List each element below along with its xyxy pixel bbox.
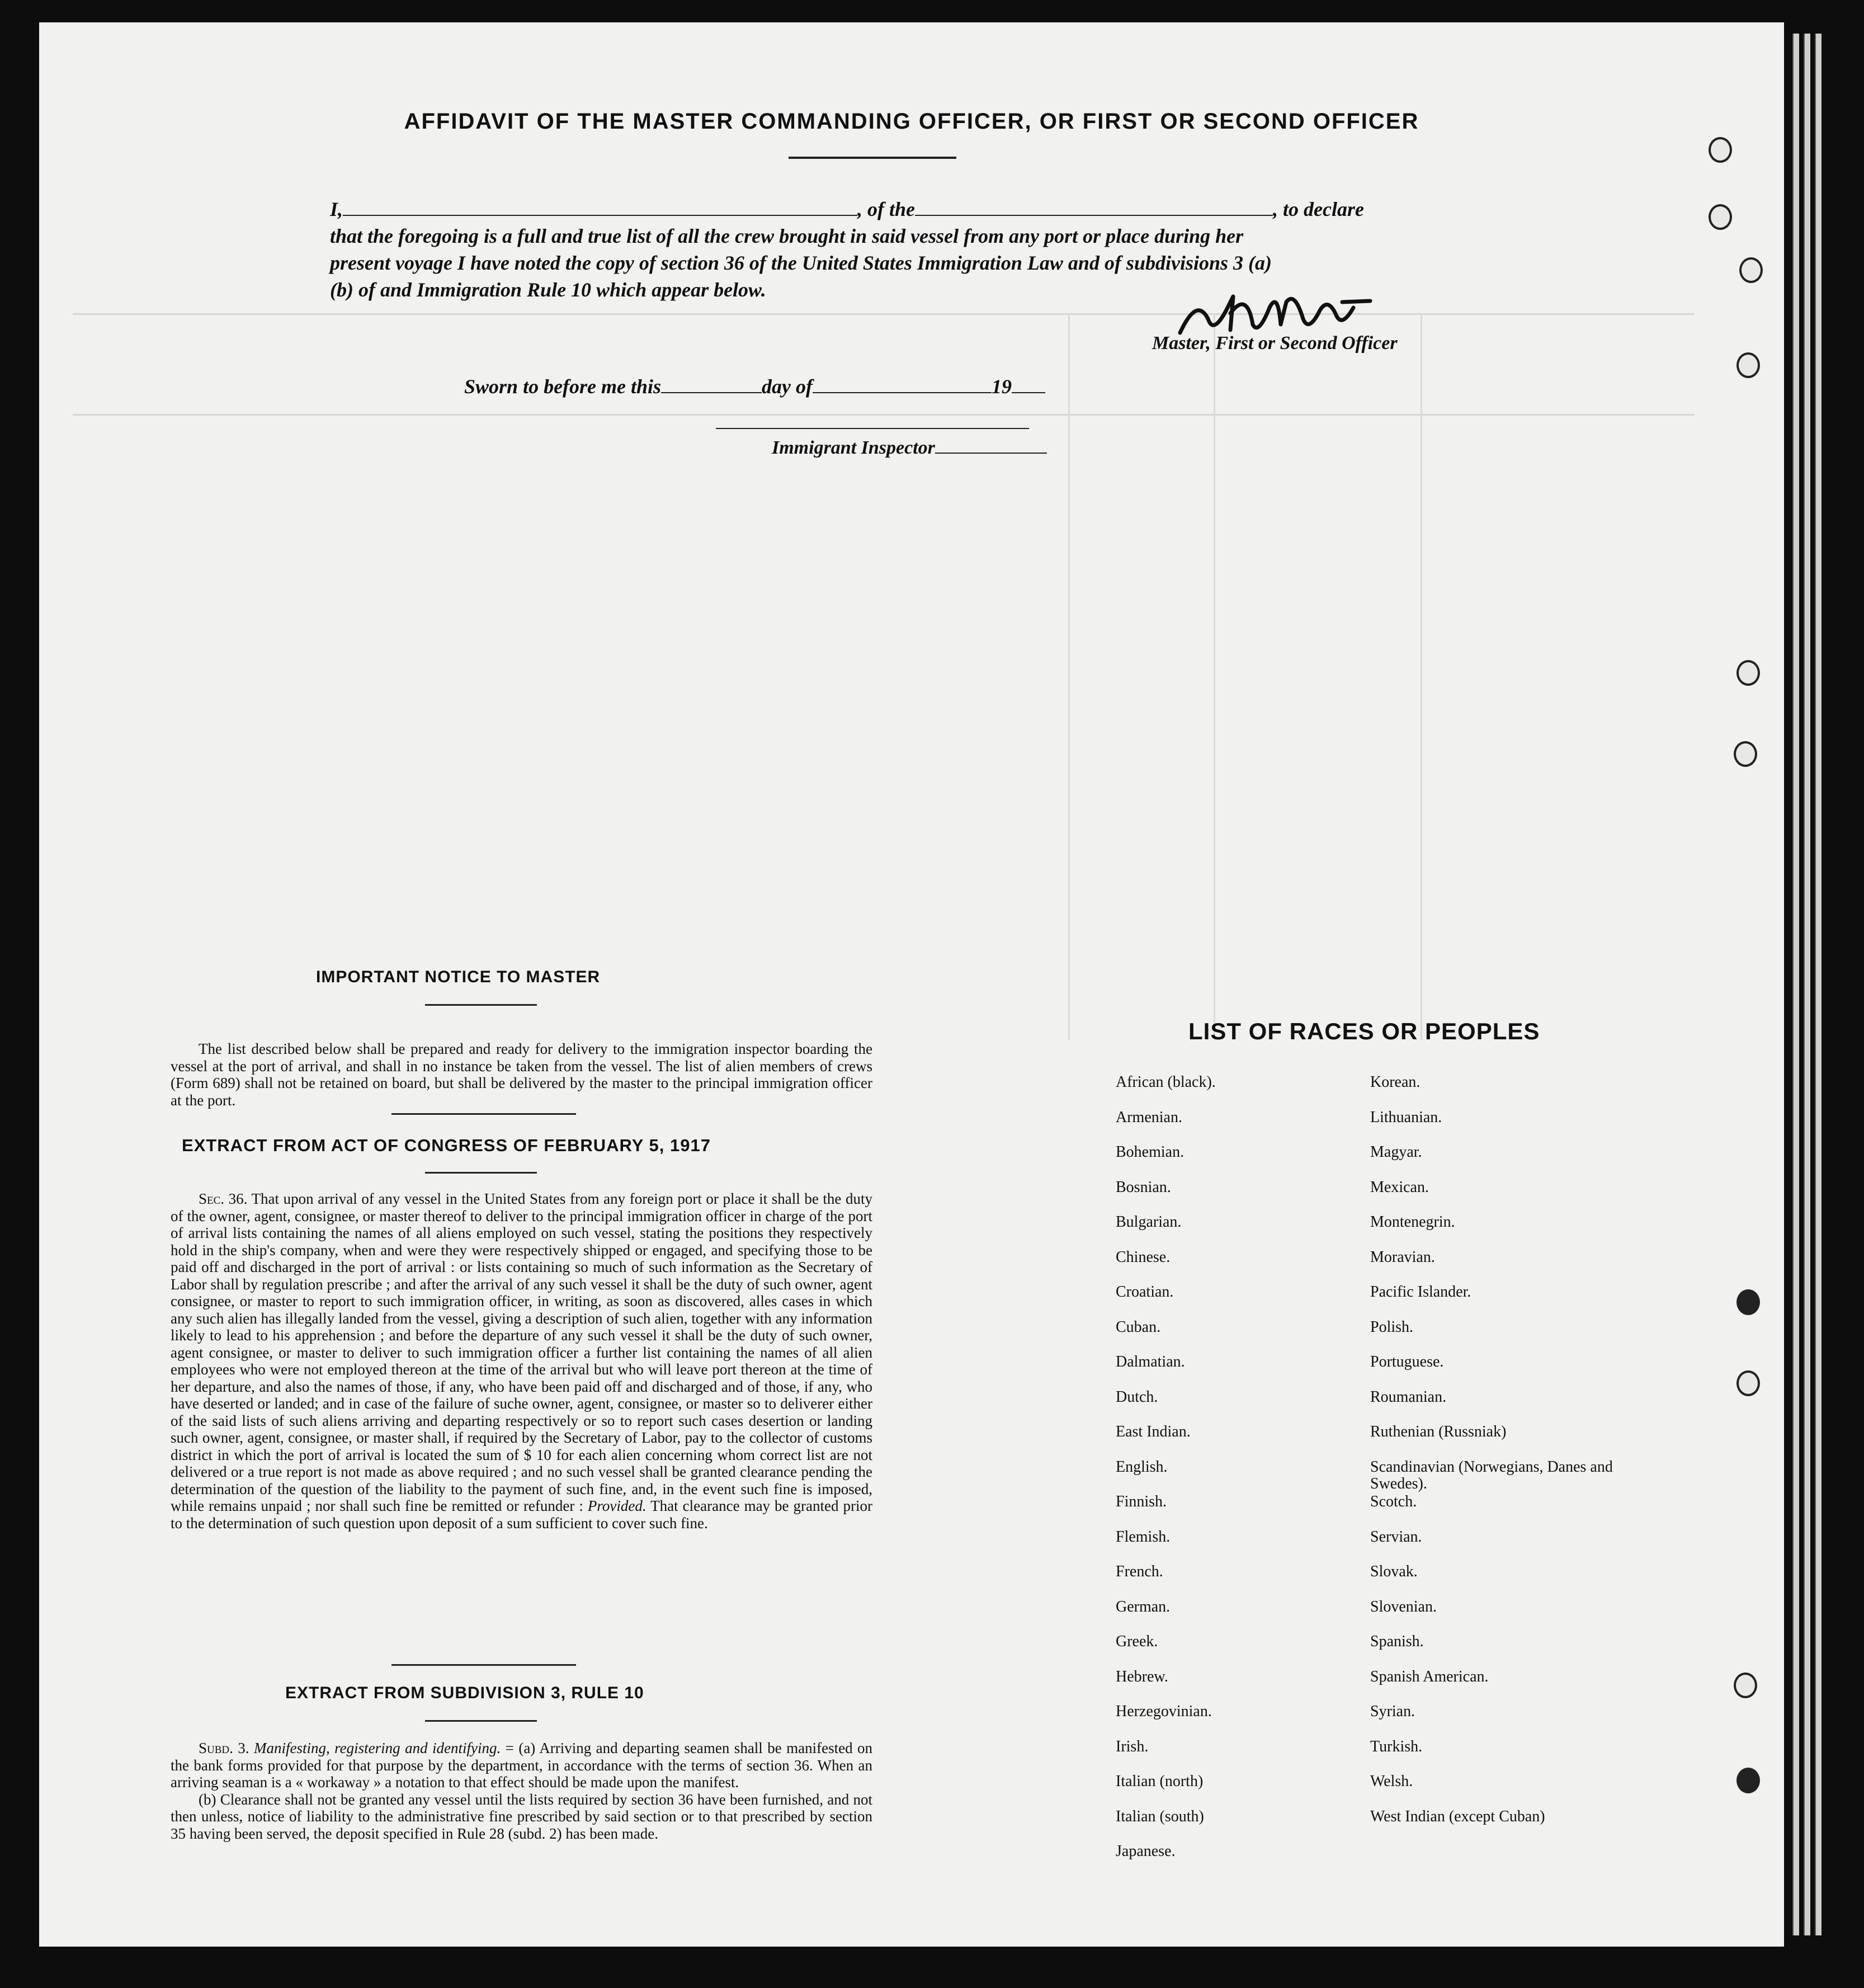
race-item: Greek.: [1116, 1633, 1158, 1650]
race-item: Ruthenian (Russniak): [1370, 1423, 1507, 1440]
race-item: German.: [1116, 1598, 1171, 1615]
bleed-through-line: [1214, 313, 1215, 1040]
race-item: Hebrew.: [1116, 1667, 1168, 1685]
punch-hole: [1736, 660, 1760, 686]
race-item: Turkish.: [1370, 1737, 1423, 1755]
race-item: Magyar.: [1370, 1143, 1422, 1161]
act-section-label: Sec. 36.: [199, 1190, 248, 1207]
punch-hole: [1736, 1768, 1760, 1793]
race-item: Korean.: [1370, 1073, 1421, 1091]
race-item: Bosnian.: [1116, 1178, 1171, 1196]
race-item: Spanish.: [1370, 1633, 1424, 1650]
punch-hole: [1709, 137, 1732, 163]
race-item: Finnish.: [1116, 1493, 1167, 1510]
punch-hole: [1736, 352, 1760, 378]
race-item: Roumanian.: [1370, 1388, 1447, 1406]
race-item: Italian (north): [1116, 1773, 1204, 1790]
signer-label: Master, First or Second Officer: [1152, 333, 1398, 354]
punch-hole: [1739, 257, 1763, 283]
vessel-blank: [915, 200, 1273, 216]
race-item: Flemish.: [1116, 1528, 1171, 1546]
affidavit-title: AFFIDAVIT OF THE MASTER COMMANDING OFFICER, OR FIRST OR SECOND OFFICER: [404, 109, 1419, 134]
act-provided-word: Provided.: [587, 1497, 646, 1514]
affidavit-line-1: [330, 196, 1393, 223]
year-prefix: 19: [992, 375, 1012, 398]
bleed-through-line: [1068, 313, 1070, 1040]
rule-underline: [425, 1720, 537, 1722]
year-blank: [1012, 378, 1045, 393]
affidavit-line-2: that the foregoing is a full and true list of all the crew brought in said vessel from any port or place during her: [330, 225, 1244, 247]
race-item: Irish.: [1116, 1737, 1149, 1755]
race-item: Slovenian.: [1370, 1598, 1437, 1615]
race-item: African (black).: [1116, 1073, 1216, 1091]
notice-heading: IMPORTANT NOTICE TO MASTER: [316, 968, 601, 986]
race-item: Scandinavian (Norwegians, Danes and Swedes).: [1370, 1458, 1613, 1492]
race-item: East Indian.: [1116, 1423, 1191, 1440]
race-item: Scotch.: [1370, 1493, 1417, 1510]
inspector-label: Immigrant Inspector: [772, 437, 935, 458]
race-item: Herzegovinian.: [1116, 1703, 1212, 1720]
race-item: Welsh.: [1370, 1773, 1413, 1790]
race-item: Bulgarian.: [1116, 1213, 1182, 1231]
race-item: Mexican.: [1370, 1178, 1429, 1196]
race-item: Moravian.: [1370, 1248, 1435, 1266]
act-underline: [425, 1172, 537, 1174]
punch-hole: [1734, 1673, 1757, 1698]
race-item: Dalmatian.: [1116, 1353, 1185, 1370]
races-title: LIST OF RACES OR PEOPLES: [1188, 1018, 1540, 1044]
bleed-through-line: [73, 414, 1695, 416]
page-stack-edge: [1815, 34, 1821, 1935]
race-item: English.: [1116, 1458, 1168, 1476]
act-divider: [391, 1664, 576, 1666]
title-underline: [789, 157, 956, 159]
sworn-line: [464, 375, 1045, 398]
month-blank: [813, 378, 992, 393]
punch-hole: [1736, 1289, 1760, 1315]
act-body-end: That clearance may be granted prior to the determination of such question upon deposit of a sum sufficient to cover such fine.: [171, 1497, 873, 1532]
inspector-line: [772, 437, 1047, 459]
race-item: Spanish American.: [1370, 1667, 1489, 1685]
race-item: Syrian.: [1370, 1703, 1415, 1720]
bleed-through-line: [1421, 313, 1422, 1040]
race-item: French.: [1116, 1563, 1163, 1580]
race-item: Servian.: [1370, 1528, 1422, 1546]
race-item: Croatian.: [1116, 1283, 1174, 1301]
race-item: West Indian (except Cuban): [1370, 1807, 1545, 1825]
rule-heading: EXTRACT FROM SUBDIVISION 3, RULE 10: [285, 1684, 644, 1702]
race-item: Armenian.: [1116, 1108, 1182, 1126]
day-blank: [661, 378, 762, 393]
page-stack-edge: [1792, 34, 1799, 1935]
document-page: [39, 22, 1784, 1947]
affidavit-line-3: present voyage I have noted the copy of section 36 of the United States Immigration Law and of subdivisions 3 (a): [330, 252, 1272, 274]
affidavit-line-4: (b) of and Immigration Rule 10 which appear below.: [330, 279, 766, 301]
race-item: Montenegrin.: [1370, 1213, 1455, 1231]
race-item: Portuguese.: [1370, 1353, 1444, 1370]
affidavit-line1-mid: , of the: [857, 198, 916, 220]
inspector-signature-line: [716, 428, 1029, 429]
notice-divider: [391, 1113, 576, 1115]
sworn-label: Sworn to before me this: [464, 375, 662, 398]
punch-hole: [1734, 741, 1757, 767]
name-blank: [343, 200, 857, 216]
rule-title: Manifesting, registering and identifying.: [254, 1740, 501, 1756]
race-item: Lithuanian.: [1370, 1108, 1442, 1126]
race-item: Polish.: [1370, 1318, 1414, 1336]
punch-hole: [1709, 204, 1732, 230]
notice-text: The list described below shall be prepared and ready for delivery to the immigration inspector boarding the vessel at the port of arrival, and shall in no instance be taken from the vessel. The list of alien members of crews (Form 689) shall not be retained on board, but shall be delivered by the master to the principal immigration officer at the port.: [171, 1040, 872, 1109]
races-right-column: [1370, 1074, 1639, 1843]
races-left-column: [1116, 1074, 1216, 1878]
rule-text-b: (b) Clearance shall not be granted any vessel until the lists required by section 36 have been furnished, and not then unless, notice of liability to the administrative fine prescribed by said section or to that prescribed by section 35 having been served, the deposit specified in Rule 28 (subd. 2) has been made.: [171, 1791, 872, 1842]
bleed-through-line: [73, 313, 1695, 315]
act-body: That upon arrival of any vessel in the United States from any foreign port or place it shall be the duty of the owner, agent, consignee, or master thereof to deliver to the principal immigration officer in charge of the port of arrival lists containing the names of all aliens employed on such vessel, stating the positions they respectively hold in the ship's company, when and were they were respectively shipped or engaged, and specifying those to be paid off and discharged in the port of arrival : or lists containing so much of such information as the Secretary of Labor shall by regulation prescribe ; and after the arrival of any such vessel it shall be the duty of such owner, agent consignee, or master to report to such immigration officer, in writing, as soon as discovered, alles cases in which any such alien has illegally landed from the vessel, giving a description of such alien, together with any information likely to lead to his apprehension ; and before the departure of any such vessel it shall be the duty of such owner, agent consignee, or master to deliver to such immigration officer a further list containing the names of all alien employees who were not employed thereon at the time of the arrival but who will leave port thereon at the time of her departure, and also the names of those, if any, who have been paid off and discharged and of those, if any, who have deserted or landed; and in case of the failure of suche owner, agent, consignee, or master so to deliverer either of the said lists of such aliens arriving and departing respectively or so to report such cases desertion or landing such owner, agent, consignee, or master shall, if required by the Secretary of Labor, pay to the collector of customs district in which the port of arrival is located the sum of $ 10 for each alien concerning whom correct list are not delivered or a true report is not made as above required ; and no such vessel shall be granted clearance pending the determination of the question of the liability to the payment of such fine, and, in the event such fine is imposed, while remains unpaid ; nor shall such fine be remitted or refunder :: [171, 1190, 873, 1514]
race-item: Cuban.: [1116, 1318, 1161, 1336]
act-heading: EXTRACT FROM ACT OF CONGRESS OF FEBRUARY 5, 1917: [182, 1136, 711, 1155]
inspector-blank: [935, 441, 1047, 454]
rule-text: [171, 1740, 872, 1842]
notice-underline: [425, 1004, 537, 1006]
race-item: Dutch.: [1116, 1388, 1158, 1406]
race-item: Bohemian.: [1116, 1143, 1185, 1161]
race-item: Pacific Islander.: [1370, 1283, 1471, 1301]
punch-hole: [1736, 1370, 1760, 1396]
race-item: Japanese.: [1116, 1843, 1176, 1860]
rule-text-a: = (a) Arriving and departing seamen shall be manifested on the bank forms provided for that purpose by the department, in accordance with the terms of section 36. When an arriving seaman is a « workaway » a notation to that effect should be made upon the manifest.: [171, 1740, 873, 1791]
race-item: Italian (south): [1116, 1807, 1204, 1825]
race-item: Slovak.: [1370, 1563, 1418, 1580]
race-item: Chinese.: [1116, 1248, 1171, 1266]
act-text: [171, 1190, 872, 1532]
day-of-label: day of: [762, 375, 813, 398]
affidavit-line1-end: , to declare: [1273, 198, 1364, 220]
affidavit-line1-start: I,: [330, 198, 343, 220]
rule-subdivision-label: Subd. 3.: [199, 1740, 249, 1756]
page-stack-edge: [1804, 34, 1810, 1935]
